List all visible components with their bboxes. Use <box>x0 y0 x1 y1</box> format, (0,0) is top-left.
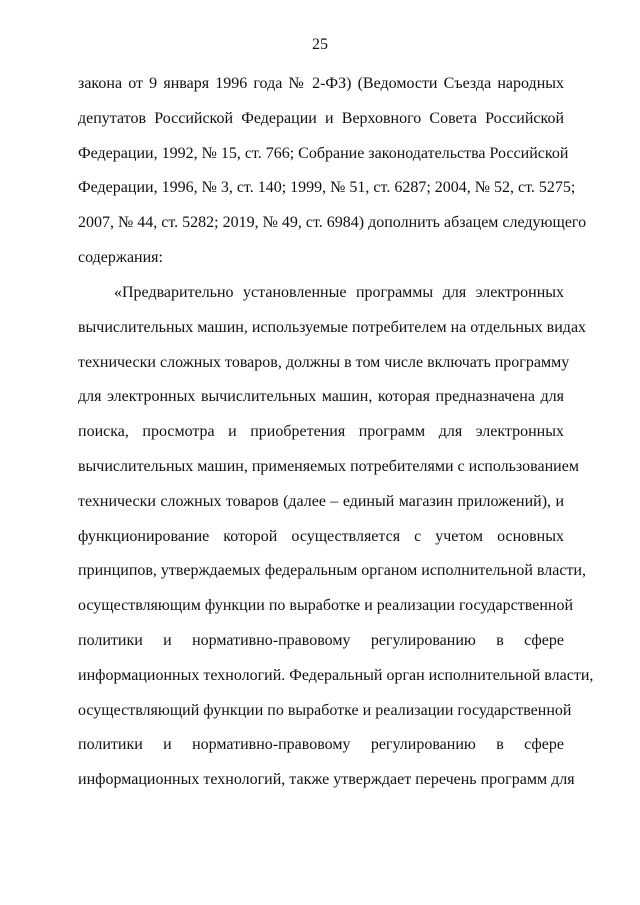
text-line: функционирование которой осуществляется с учетом основных <box>78 527 564 545</box>
text-line: вычислительных машин, используемые потребителем на отдельных видах <box>78 318 587 336</box>
text-line: политики и нормативно-правовому регулированию в сфере <box>78 631 564 649</box>
text-line: вычислительных машин, применяемых потребителями с использованием <box>78 457 579 475</box>
text-line: принципов, утверждаемых федеральным органом исполнительной власти, <box>78 562 586 580</box>
text-line: содержания: <box>78 248 163 266</box>
text-line: для электронных вычислительных машин, которая предназначена для <box>78 388 564 406</box>
text-line: информационных технологий. Федеральный орган исполнительной власти, <box>78 666 594 684</box>
text-line: осуществляющий функции по выработке и реализации государственной <box>78 701 572 719</box>
page-number: 25 <box>312 36 328 53</box>
text-line: Федерации, 1992, № 15, ст. 766; Собрание законодательства Российской <box>78 144 569 162</box>
text-line: технически сложных товаров (далее – единый магазин приложений), и <box>78 492 564 510</box>
paragraph-amendment-reference <box>78 74 587 283</box>
text-line: информационных технологий, также утверждает перечень программ для <box>78 771 575 789</box>
text-line: поиска, просмотра и приобретения программ для электронных <box>78 423 564 441</box>
text-line: технически сложных товаров, должны в том числе включать программу <box>78 353 570 371</box>
text-line: осуществляющим функции по выработке и реализации государственной <box>78 597 573 615</box>
text-line: Федерации, 1996, № 3, ст. 140; 1999, № 51, ст. 6287; 2004, № 52, ст. 5275; <box>78 179 576 197</box>
paragraph-quoted-provision <box>78 283 594 805</box>
text-line: 2007, № 44, ст. 5282; 2019, № 49, ст. 6984) дополнить абзацем следующего <box>78 214 587 232</box>
text-line: «Предварительно установленные программы для электронных <box>114 284 564 301</box>
text-line: закона от 9 января 1996 года № 2-ФЗ) (Ведомости Съезда народных <box>78 75 564 92</box>
text-line: депутатов Российской Федерации и Верховного Совета Российской <box>78 109 564 127</box>
text-line: политики и нормативно-правовому регулированию в сфере <box>78 736 564 754</box>
